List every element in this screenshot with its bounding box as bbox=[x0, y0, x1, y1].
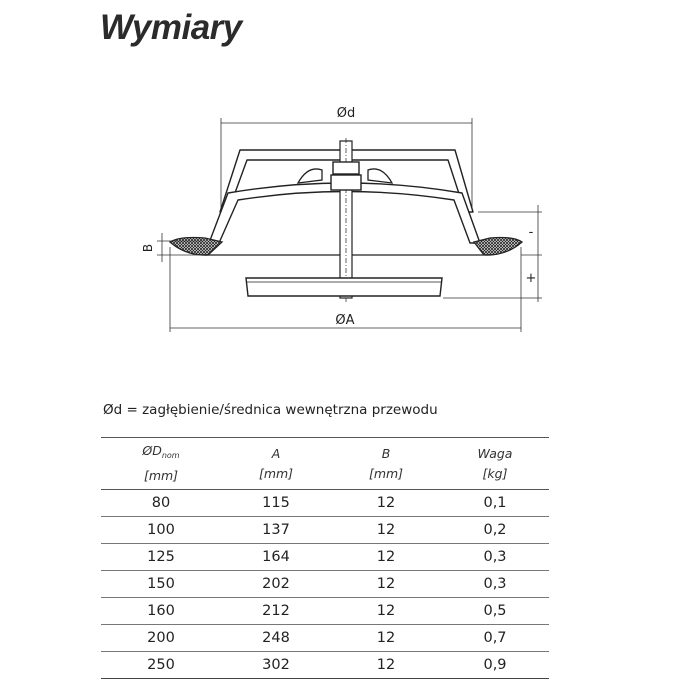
header-a-name: A bbox=[271, 445, 281, 461]
seal-left bbox=[170, 238, 222, 256]
table-row bbox=[101, 490, 549, 517]
cell-diameter: 80 bbox=[101, 490, 221, 517]
header-b-name: B bbox=[381, 445, 391, 461]
cell-weight: 0,9 bbox=[441, 652, 549, 679]
header-weight-name: Waga bbox=[477, 445, 513, 461]
cell-diameter: 200 bbox=[101, 625, 221, 652]
cell-b: 12 bbox=[331, 517, 441, 544]
seal-right bbox=[474, 238, 522, 256]
cell-diameter: 150 bbox=[101, 571, 221, 598]
cell-a: 115 bbox=[221, 490, 331, 517]
dimension-a-label: ØA bbox=[335, 313, 355, 328]
cell-diameter: 160 bbox=[101, 598, 221, 625]
dimension-d-label: Ød bbox=[336, 106, 356, 121]
cell-b: 12 bbox=[331, 652, 441, 679]
dimension-b-label: B bbox=[141, 243, 155, 253]
header-diameter-name: ØD bbox=[142, 443, 162, 458]
page-title: Wymiary bbox=[100, 8, 242, 47]
header-weight bbox=[441, 438, 549, 490]
cell-b: 12 bbox=[331, 571, 441, 598]
cell-weight: 0,2 bbox=[441, 517, 549, 544]
table-row bbox=[101, 652, 549, 679]
cell-weight: 0,5 bbox=[441, 598, 549, 625]
cell-diameter: 100 bbox=[101, 517, 221, 544]
header-weight-unit: [kg] bbox=[482, 465, 508, 481]
cell-a: 164 bbox=[221, 544, 331, 571]
table-row bbox=[101, 544, 549, 571]
header-a-unit: [mm] bbox=[258, 465, 294, 481]
cell-b: 12 bbox=[331, 598, 441, 625]
cell-a: 212 bbox=[221, 598, 331, 625]
dimension-plus-label: + bbox=[525, 271, 537, 286]
cell-a: 248 bbox=[221, 625, 331, 652]
table-row bbox=[101, 625, 549, 652]
dimension-minus-label: - bbox=[528, 225, 534, 240]
header-diameter-sub: nom bbox=[161, 451, 180, 460]
cell-a: 302 bbox=[221, 652, 331, 679]
dimensions-table bbox=[101, 437, 549, 679]
legend-note: Ød = zagłębienie/średnica wewnętrzna przewodu bbox=[103, 402, 438, 418]
cell-weight: 0,3 bbox=[441, 544, 549, 571]
table-header-row bbox=[101, 438, 549, 490]
cell-weight: 0,7 bbox=[441, 625, 549, 652]
table-row bbox=[101, 598, 549, 625]
cell-b: 12 bbox=[331, 544, 441, 571]
cell-diameter: 125 bbox=[101, 544, 221, 571]
table-row bbox=[101, 517, 549, 544]
cell-b: 12 bbox=[331, 625, 441, 652]
header-b-unit: [mm] bbox=[368, 465, 404, 481]
bottom-disc bbox=[246, 278, 442, 296]
header-a bbox=[221, 438, 331, 490]
header-b bbox=[331, 438, 441, 490]
cell-a: 137 bbox=[221, 517, 331, 544]
cell-a: 202 bbox=[221, 571, 331, 598]
cell-weight: 0,3 bbox=[441, 571, 549, 598]
header-diameter-unit: [mm] bbox=[143, 468, 179, 483]
header-diameter bbox=[101, 438, 221, 490]
cell-b: 12 bbox=[331, 490, 441, 517]
nut bbox=[331, 162, 361, 190]
cell-weight: 0,1 bbox=[441, 490, 549, 517]
table-row bbox=[101, 571, 549, 598]
cell-diameter: 250 bbox=[101, 652, 221, 679]
